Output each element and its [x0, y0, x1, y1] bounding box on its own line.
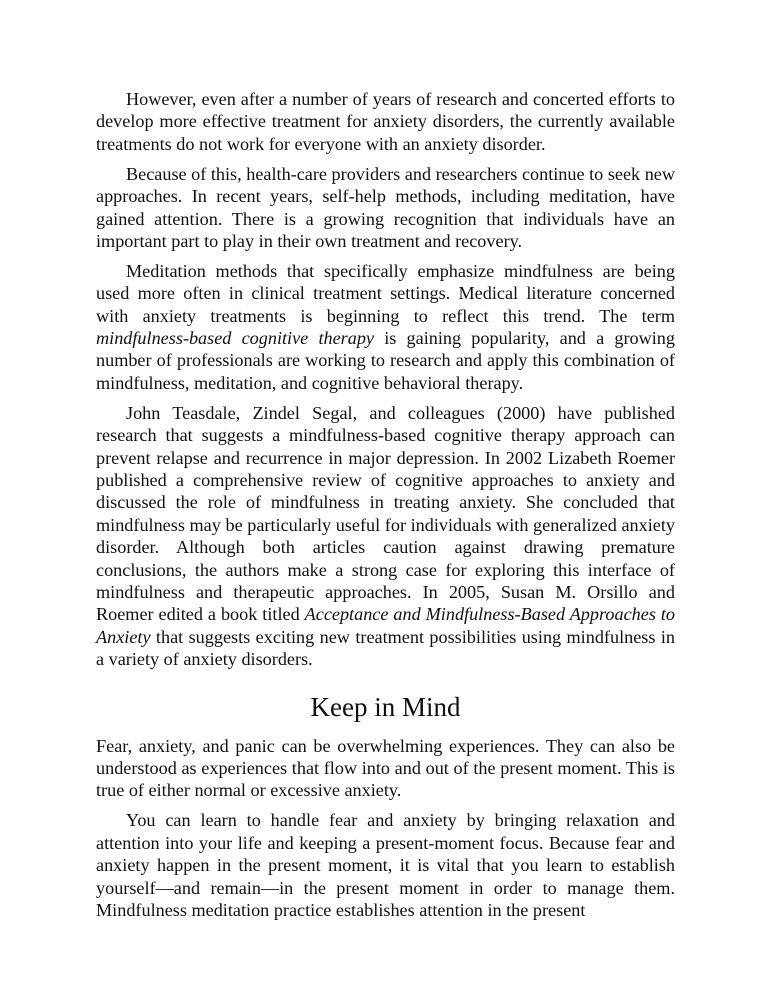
paragraph-text: John Teasdale, Zindel Segal, and colleagues (2000) have published research that suggests a mindfulness-based cognitive therapy approach can prevent relapse and recurrence in major depression. In 2002 Lizabeth Roemer published a comprehensive review of cognitive approaches to anxiety and discussed the role of mindfulness in treating anxiety. She concluded that mindfulness may be particularly useful for individuals with generalized anxiety disorder. Although both articles caution against drawing premature conclusions, the authors make a strong case for exploring this interface of mindfulness and therapeutic approaches. In 2005, Susan M. Orsillo and Roemer edited a book titled: [96, 402, 675, 625]
paragraph-research-review: [96, 402, 675, 671]
book-page: [96, 88, 675, 929]
italic-term: mindfulness-based cognitive therapy: [96, 328, 375, 349]
paragraph-text: is gaining popularity, and a growing number of professionals are working to research and apply this combination of mindfulness, meditation, and cognitive behavioral therapy.: [96, 328, 675, 393]
italic-book-title: Acceptance and Mindfulness-Based Approaches to Anxiety: [96, 604, 676, 647]
paragraph-text: Meditation methods that specifically emphasize mindfulness are being used more often in clinical treatment settings. Medical literature concerned with anxiety treatments is beginning to reflect this trend. The term: [96, 260, 675, 326]
paragraph-fear-anxiety: Fear, anxiety, and panic can be overwhelming experiences. They can also be understood as experiences that flow into and out of the present moment. This is true of either normal or excessive anxiety.: [96, 735, 675, 801]
paragraph-present-moment: You can learn to handle fear and anxiety by bringing relaxation and attention into your life and keeping a present-moment focus. Because fear and anxiety happen in the present moment, it is vital that you learn to establish yourself—and remain—in the present moment in order to manage them. Mindfulness meditation practice establishes attention in the present: [96, 810, 675, 920]
paragraph-mindfulness-clinical: [96, 260, 675, 394]
paragraph-treatment-limitations: However, even after a number of years of research and concerted efforts to develop more effective treatment for anxiety disorders, the currently available treatments do not work for everyone with an anxiety disorder.: [96, 89, 675, 154]
paragraph-new-approaches: Because of this, health-care providers and researchers continue to seek new approaches. In recent years, self-help methods, including meditation, have gained attention. There is a growing recognition that individuals have an important part to play in their own treatment and recovery.: [96, 163, 675, 251]
paragraph-text: that suggests exciting new treatment possibilities using mindfulness in a variety of anxiety disorders.: [96, 626, 675, 670]
section-heading: Keep in Mind: [310, 691, 461, 722]
